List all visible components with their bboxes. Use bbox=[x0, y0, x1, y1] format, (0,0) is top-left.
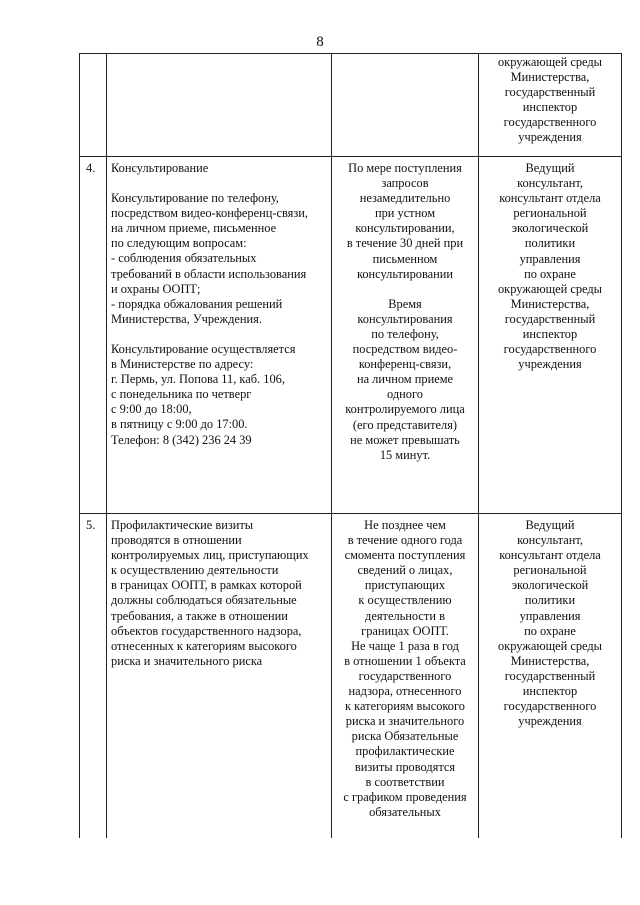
cell-text-line: приступающих bbox=[364, 578, 446, 593]
cell-text-line: Консультирование осуществляется bbox=[111, 341, 296, 356]
cell-text-line: государственного bbox=[358, 668, 452, 683]
cell-text-line: в пятницу с 9:00 до 17:00. bbox=[111, 417, 248, 432]
description-cell bbox=[107, 514, 332, 839]
cell-text-line: Консультирование bbox=[111, 161, 209, 175]
cell-text-line: консультант отдела bbox=[499, 191, 601, 206]
blank-line bbox=[336, 282, 474, 297]
cell-text-line: должны соблюдаться обязательные bbox=[111, 593, 297, 608]
cell-text-line: консультант, bbox=[517, 533, 583, 548]
row-number-cell bbox=[80, 54, 107, 157]
cell-text-line: Ведущий bbox=[525, 518, 575, 532]
cell-text-line: посредством видео-конференц-связи, bbox=[111, 206, 308, 221]
cell-text-line: на личном приеме bbox=[356, 372, 454, 387]
cell-text-line: надзора, отнесенного bbox=[348, 684, 462, 699]
cell-text-line: инспектор bbox=[522, 327, 578, 342]
row-number: 4. bbox=[86, 161, 96, 175]
cell-text-line: Телефон: 8 (342) 236 24 39 bbox=[111, 432, 252, 447]
cell-text-line: Министерства, bbox=[510, 70, 590, 85]
responsible-cell bbox=[479, 157, 622, 514]
cell-text-line: письменном bbox=[372, 251, 438, 266]
cell-text-line: государственного bbox=[503, 699, 597, 714]
cell-text-line: в границах ООПТ, в рамках которой bbox=[111, 578, 302, 593]
cell-text-line: региональной bbox=[513, 563, 587, 578]
responsible-cell bbox=[479, 514, 622, 839]
cell-text-line: по охране bbox=[524, 266, 576, 281]
cell-text-line: риска и значительного риска bbox=[111, 653, 263, 668]
cell-text-line: окружающей среды bbox=[497, 638, 603, 653]
cell-text-line: при устном bbox=[374, 206, 436, 221]
cell-text-line: консультировании, bbox=[355, 221, 455, 236]
cell-text-line: риска и значительного bbox=[345, 714, 465, 729]
cell-text-line: с 9:00 до 18:00, bbox=[111, 402, 192, 417]
cell-text-line: политики bbox=[524, 593, 576, 608]
cell-text-line: окружающей среды bbox=[497, 55, 603, 69]
cell-text-line: контролируемых лиц, приступающих bbox=[111, 548, 309, 563]
cell-text-line: учреждения bbox=[518, 714, 582, 729]
cell-text-line: в течение 30 дней при bbox=[346, 236, 464, 251]
cell-text-line: г. Пермь, ул. Попова 11, каб. 106, bbox=[111, 372, 285, 387]
cell-text-line: посредством видео- bbox=[352, 342, 458, 357]
cell-text-line: с графиком проведения bbox=[343, 789, 467, 804]
cell-text-line: профилактические bbox=[355, 744, 455, 759]
cell-text-line: Не позднее чем bbox=[364, 518, 446, 532]
cell-text-line: государственного bbox=[503, 115, 597, 130]
measures-table bbox=[79, 53, 622, 838]
cell-text-line: консультирования bbox=[357, 311, 453, 326]
blank-line bbox=[111, 327, 327, 342]
cell-text-line: проводятся в отношении bbox=[111, 533, 242, 548]
cell-text-line: учреждения bbox=[518, 357, 582, 372]
cell-text-line: Профилактические визиты bbox=[111, 518, 254, 532]
cell-text-line: сведений о лицах, bbox=[357, 563, 453, 578]
cell-text-line: деятельности в bbox=[365, 608, 445, 623]
page-number: 8 bbox=[316, 34, 324, 50]
responsible-cell bbox=[479, 54, 622, 157]
cell-text-line: консультировании bbox=[356, 266, 454, 281]
cell-text-line: границах ООПТ. bbox=[361, 623, 449, 638]
cell-text-line: экологической bbox=[511, 221, 589, 236]
blank-line bbox=[111, 176, 327, 191]
cell-text-line: (его представителя) bbox=[352, 417, 458, 432]
cell-text-line: Консультирование по телефону, bbox=[111, 191, 279, 206]
cell-text-line: визиты проводятся bbox=[354, 759, 456, 774]
cell-text-line: - соблюдения обязательных bbox=[111, 251, 257, 266]
table-row bbox=[80, 514, 622, 839]
cell-text-line: к осуществлению деятельности bbox=[111, 563, 279, 578]
cell-text-line: государственного bbox=[503, 342, 597, 357]
cell-text-line: По мере поступления bbox=[348, 161, 462, 175]
cell-text-line: по следующим вопросам: bbox=[111, 236, 247, 251]
cell-text-line: государственный bbox=[504, 668, 596, 683]
description-cell bbox=[107, 54, 332, 157]
cell-text-line: контролируемого лица bbox=[345, 402, 465, 417]
cell-text-line: консультант, bbox=[517, 176, 583, 191]
cell-text-line: запросов bbox=[381, 176, 429, 191]
cell-text-line: по телефону, bbox=[371, 326, 439, 341]
cell-text-line: окружающей среды bbox=[497, 281, 603, 296]
cell-text-line: с понедельника по четверг bbox=[111, 387, 252, 402]
cell-text-line: в отношении 1 объекта bbox=[344, 653, 466, 668]
cell-text-line: Министерства, Учреждения. bbox=[111, 311, 262, 326]
cell-text-line: управления bbox=[519, 608, 581, 623]
cell-text-line: инспектор bbox=[522, 100, 578, 115]
cell-text-line: в соответствии bbox=[365, 774, 445, 789]
cell-text-line: Ведущий bbox=[525, 161, 575, 175]
cell-text-line: политики bbox=[524, 236, 576, 251]
cell-text-line: Время bbox=[388, 296, 422, 311]
table-row bbox=[80, 54, 622, 157]
timing-cell bbox=[332, 514, 479, 839]
cell-text-line: Министерства, bbox=[510, 296, 590, 311]
cell-text-line: учреждения bbox=[518, 130, 582, 145]
cell-text-line: не может превышать bbox=[350, 432, 460, 447]
cell-text-line: риска Обязательные bbox=[351, 729, 459, 744]
cell-text-line: в Министерстве по адресу: bbox=[111, 357, 254, 372]
row-number-cell bbox=[80, 514, 107, 839]
cell-text-line: конференц-связи, bbox=[358, 357, 452, 372]
cell-text-line: региональной bbox=[513, 206, 587, 221]
table-row bbox=[80, 157, 622, 514]
row-number: 5. bbox=[86, 518, 96, 532]
cell-text-line: Не чаще 1 раза в год bbox=[351, 638, 459, 653]
cell-text-line: отнесенных к категориям высокого bbox=[111, 638, 297, 653]
cell-text-line: одного bbox=[387, 387, 423, 402]
cell-text-line: государственный bbox=[504, 311, 596, 326]
cell-text-line: объектов государственного надзора, bbox=[111, 623, 302, 638]
cell-text-line: к категориям высокого bbox=[345, 699, 465, 714]
timing-cell bbox=[332, 54, 479, 157]
cell-text-line: государственный bbox=[504, 85, 596, 100]
cell-text-line: незамедлительно bbox=[359, 191, 451, 206]
cell-text-line: - порядка обжалования решений bbox=[111, 296, 283, 311]
timing-cell bbox=[332, 157, 479, 514]
cell-text-line: Министерства, bbox=[510, 653, 590, 668]
cell-text-line: экологической bbox=[511, 578, 589, 593]
cell-text-line: требований в области использования bbox=[111, 266, 307, 281]
description-cell bbox=[107, 157, 332, 514]
cell-text-line: в течение одного года bbox=[347, 533, 463, 548]
cell-text-line: на личном приеме, письменное bbox=[111, 221, 277, 236]
cell-text-line: 15 минут. bbox=[379, 447, 431, 462]
cell-text-line: консультант отдела bbox=[499, 548, 601, 563]
cell-text-line: требования, а также в отношении bbox=[111, 608, 288, 623]
cell-text-line: инспектор bbox=[522, 684, 578, 699]
cell-text-line: к осуществлению bbox=[358, 593, 452, 608]
cell-text-line: обязательных bbox=[369, 804, 441, 819]
cell-text-line: смомента поступления bbox=[344, 548, 466, 563]
cell-text-line: и охраны ООПТ; bbox=[111, 281, 201, 296]
cell-text-line: по охране bbox=[524, 623, 576, 638]
row-number-cell bbox=[80, 157, 107, 514]
cell-text-line: управления bbox=[519, 251, 581, 266]
